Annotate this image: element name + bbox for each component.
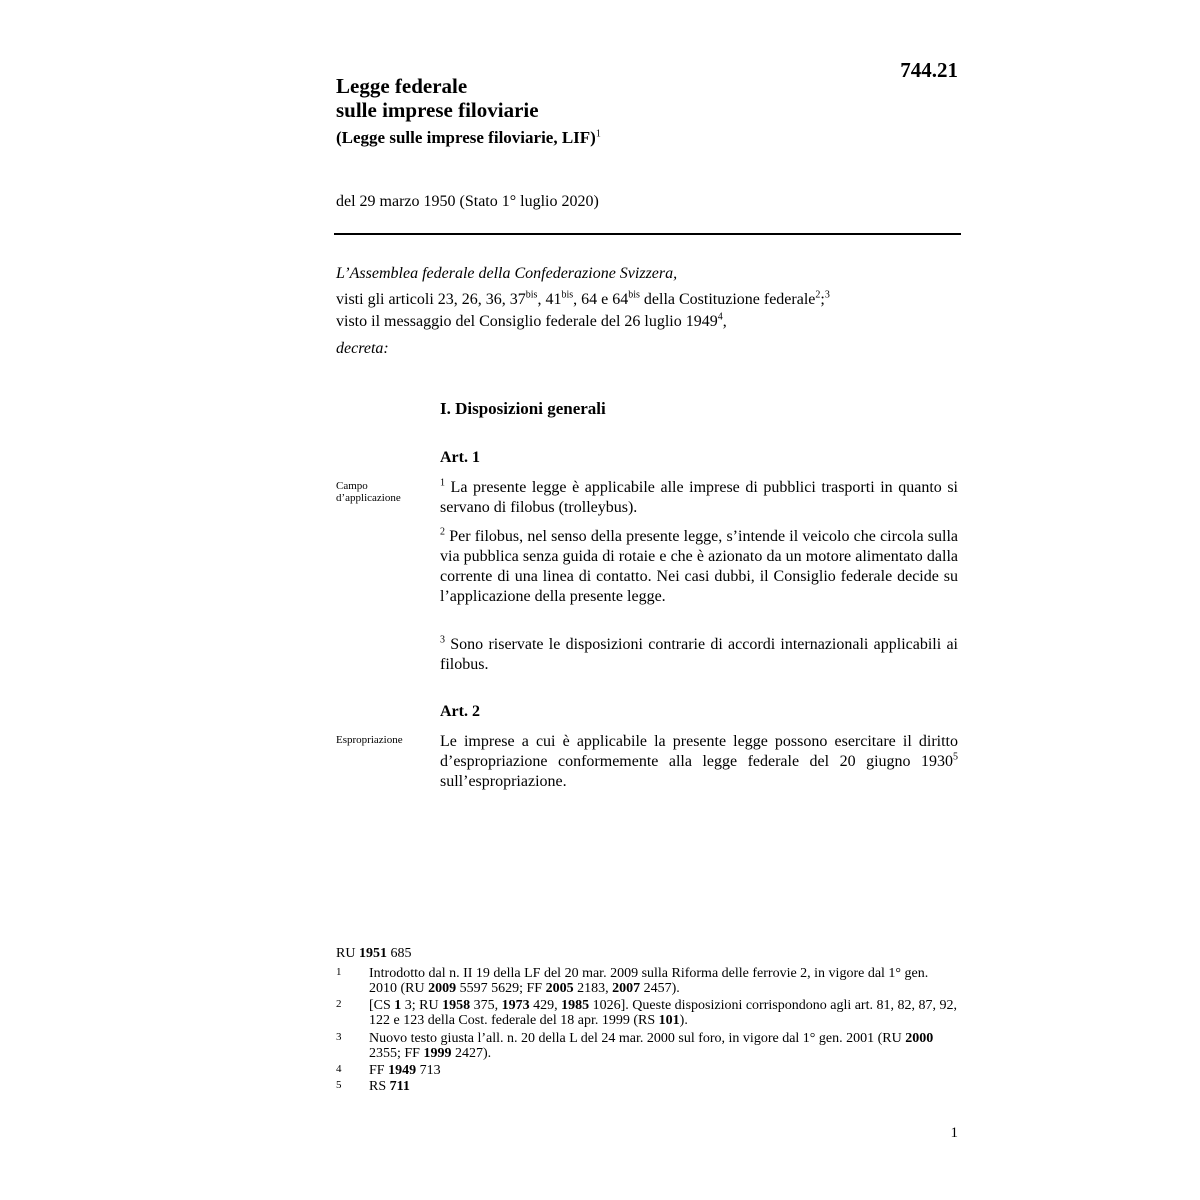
fn-part: 2457).: [640, 981, 680, 996]
preamble-visti: [336, 290, 830, 310]
paragraph-number: 2: [440, 526, 445, 538]
footnote-number: 2: [336, 998, 342, 1010]
visti-part-a: visti gli articoli 23, 26, 36, 37: [336, 291, 526, 308]
fn-bold: 101: [658, 1013, 680, 1028]
fn-bold: 2009: [428, 981, 457, 996]
subtitle-text: (Legge sulle imprese filoviarie, LIF): [336, 128, 596, 147]
fn-part: 375,: [470, 998, 502, 1013]
article-1-heading: Art. 1: [440, 449, 480, 466]
visti-part-d: della Costituzione federale: [639, 291, 816, 308]
footnote-text: [369, 1031, 958, 1061]
paragraph-text: Per filobus, nel senso della presente legge, s’intende il veicolo che circola sulla via pubblica senza guida di rotaie e che è azionato da un motore alimentato dalla corrente di una linea di contatto. Nei casi dubbi, il Consiglio federale decide su l’applicazione della presente legge.: [440, 528, 958, 605]
footnote-number: 3: [336, 1031, 342, 1043]
fn-bold: 1985: [561, 998, 590, 1013]
header-divider: [334, 233, 961, 235]
fn-bold: 2007: [612, 981, 641, 996]
fn-part: 3; RU: [401, 998, 443, 1013]
fn-part: 2427).: [451, 1046, 492, 1061]
fn-part: RS: [369, 1079, 390, 1094]
article-1-paragraph-1: [440, 478, 958, 518]
footnote-text: [369, 1079, 958, 1094]
footnote-ref-3[interactable]: 3: [824, 289, 830, 301]
article-2-margin-note: Espropriazione: [336, 734, 403, 746]
fn-part: 2355; FF: [369, 1046, 424, 1061]
paragraph-text: La presente legge è applicabile alle imprese di pubblici trasporti in quanto si servano di filobus (trolleybus).: [440, 479, 958, 516]
document-subtitle: [336, 128, 601, 148]
ru-page: 685: [386, 946, 412, 961]
bis-3: bis: [628, 289, 640, 301]
page-number: 1: [950, 1125, 958, 1141]
fn-bold: 1: [394, 998, 402, 1013]
footnote-text: [369, 1063, 958, 1078]
document-title: [336, 74, 539, 122]
paragraph-number: 1: [440, 477, 445, 489]
document-date: del 29 marzo 1950 (Stato 1° luglio 2020): [336, 193, 599, 210]
ru-prefix: RU: [336, 946, 359, 961]
section-heading: I. Disposizioni generali: [440, 399, 606, 418]
footnote-ref-5[interactable]: 5: [953, 751, 958, 763]
article-2-paragraph: [440, 732, 958, 792]
footnote-number: 4: [336, 1063, 342, 1075]
margin-note-line: Campo: [336, 480, 368, 492]
fn-part: 2183,: [573, 981, 613, 996]
fn-part: Introdotto dal n. II 19 della LF del 20 mar. 2009 sulla Riforma delle ferrovie 2, in vigore dal 1° gen. 2010 (RU: [369, 966, 929, 996]
footnote-text: [369, 966, 958, 996]
fn-part: FF: [369, 1063, 389, 1078]
fn-part: 429,: [529, 998, 562, 1013]
fn-bold: 1999: [423, 1046, 452, 1061]
footnote-number: 1: [336, 966, 342, 978]
ru-reference: [336, 946, 411, 962]
title-line-1: Legge federale: [336, 74, 468, 98]
preamble-visto: [336, 312, 727, 332]
visti-part-b: , 41: [537, 291, 562, 308]
fn-bold: 711: [389, 1079, 410, 1094]
article-2-heading: Art. 2: [440, 703, 480, 720]
article-1-paragraph-3: [440, 635, 958, 675]
fn-part: [CS: [369, 998, 395, 1013]
paragraph-text-end: sull’espropriazione.: [440, 773, 567, 790]
visti-part-e: ;: [820, 291, 825, 308]
ru-year: 1951: [358, 946, 387, 961]
fn-part: ).: [679, 1013, 688, 1028]
paragraph-text: Sono riservate le disposizioni contrarie di accordi internazionali applicabili ai filobus.: [440, 636, 958, 673]
paragraph-text: Le imprese a cui è applicabile la presente legge possono esercitare il diritto d’espropriazione conformemente alla legge federale del 20 giugno 1930: [440, 733, 958, 770]
preamble-decreta: decreta:: [336, 340, 389, 357]
fn-part: 5597 5629; FF: [456, 981, 546, 996]
footnote-ref-4[interactable]: 4: [717, 311, 723, 323]
preamble-assembly: L’Assemblea federale della Confederazione Svizzera,: [336, 265, 678, 282]
bis-2: bis: [561, 289, 574, 301]
paragraph-number: 3: [440, 634, 445, 646]
bis-1: bis: [525, 289, 538, 301]
footnote-number: 5: [336, 1079, 342, 1091]
fn-part: 713: [416, 1063, 441, 1078]
fn-part: Nuovo testo giusta l’all. n. 20 della L del 24 mar. 2000 sul foro, in vigore dal 1° gen. 2001 (RU: [369, 1031, 906, 1046]
fn-bold: 1973: [501, 998, 530, 1013]
document-number: 744.21: [900, 58, 958, 82]
visto-text: visto il messaggio del Consiglio federale del 26 luglio 1949: [336, 313, 718, 330]
fn-bold: 2000: [905, 1031, 934, 1046]
footnote-ref-1[interactable]: 1: [595, 128, 601, 140]
fn-part: 1026]. Queste disposizioni corrispondono agli art. 81, 82, 87, 92, 122 e 123 della Cost. federale del 18 apr. 1999 (RS: [369, 998, 957, 1028]
footnote-ref-2[interactable]: 2: [815, 289, 821, 301]
article-1-paragraph-2: [440, 527, 958, 607]
title-line-2: sulle imprese filoviarie: [336, 98, 539, 122]
fn-bold: 1949: [388, 1063, 417, 1078]
footnote-text: [369, 998, 958, 1028]
fn-bold: 1958: [442, 998, 471, 1013]
visti-part-c: , 64 e 64: [573, 291, 629, 308]
margin-note-line: d’applicazione: [336, 492, 401, 504]
visto-end: ,: [722, 313, 727, 330]
fn-bold: 2005: [545, 981, 574, 996]
article-1-margin-note: [336, 480, 431, 504]
